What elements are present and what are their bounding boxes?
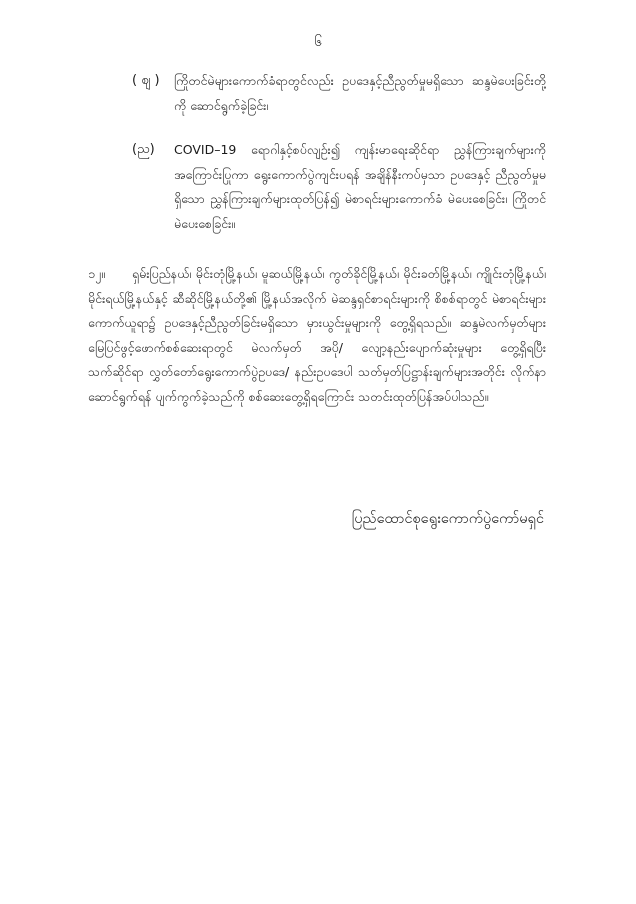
paragraph-number: ၁၂။ xyxy=(88,266,105,281)
signature-block: ပြည်ထောင်စုရွေးကောက်ပွဲကော်မရှင် xyxy=(351,511,544,527)
page-number: ၆ xyxy=(314,35,322,50)
list-item-marker: (ည) xyxy=(132,142,155,157)
list-item xyxy=(132,69,546,118)
list-item xyxy=(132,138,546,236)
list-item-text: COVID–19 ရောဂါနှင့်စပ်လျဉ်း၍ ကျန်းမာရေးဆိုင်ရာ ညွှန်ကြားချက်များကို အကြောင်းပြုကာ ရွေးကောက်ပွဲကျင်းပရန် အချိန်နီးကပ်မှသာ ဥပဒေနှင့် ညီညွတ်မှုမရှိသော ညွှန်ကြားချက်များထုတ်ပြန်၍ မဲစာရင်းများကောက်ခံ မဲပေးစေခြင်း၊ ကြိုတင်မဲပေးစေခြင်း။ xyxy=(174,142,546,231)
list-item-text: ကြိုတင်မဲများကောက်ခံရာတွင်လည်း ဥပဒေနှင့်ညီညွတ်မှုမရှိသော ဆန္ဒမဲပေးခြင်းတို့ကို ဆောင်ရွက်ခဲ့ခြင်း၊ xyxy=(174,73,546,113)
list-item-marker: ( ဈ ) xyxy=(132,73,160,88)
numbered-paragraph xyxy=(88,262,546,409)
paragraph-text: ရှမ်းပြည်နယ်၊ မိုင်းတုံမြို့နယ်၊ မူဆယ်မြို့နယ်၊ ကွတ်ခိုင်မြို့နယ်၊ မိုင်းခတ်မြို့နယ်၊ ကျိုင်းတုံမြို့နယ်၊ မိုင်းရယ်မြို့နယ်နှင့် ဆီဆိုင်မြို့နယ်တို့၏ မြို့နယ်အလိုက် မဲဆန္ဒရှင်စာရင်းများကို စိစစ်ရာတွင် မဲစာရင်းများကောက်ယူရာ၌ ဥပဒေနှင့်ညီညွတ်ခြင်းမရှိသော မှားယွင်းမှုများကို တွေ့ရှိရသည်။ ဆန္ဒမဲလက်မှတ်များ မြေပြင်ဖွင့်ဖောက်စစ်ဆေးရာတွင် မဲလက်မှတ် အပို/ လျော့နည်းပျောက်ဆုံးမှုများ တွေ့ရှိရပြီး သက်ဆိုင်ရာ လွှတ်တော်ရွေးကောက်ပွဲဥပဒေ/ နည်းဥပဒေပါ သတ်မှတ်ပြဋ္ဌာန်းချက်များအတိုင်း လိုက်နာဆောင်ရွက်ရန် ပျက်ကွက်ခဲ့သည်ကို စစ်ဆေးတွေ့ရှိရကြောင်း သတင်းထုတ်ပြန်အပ်ပါသည်။ xyxy=(88,266,546,404)
